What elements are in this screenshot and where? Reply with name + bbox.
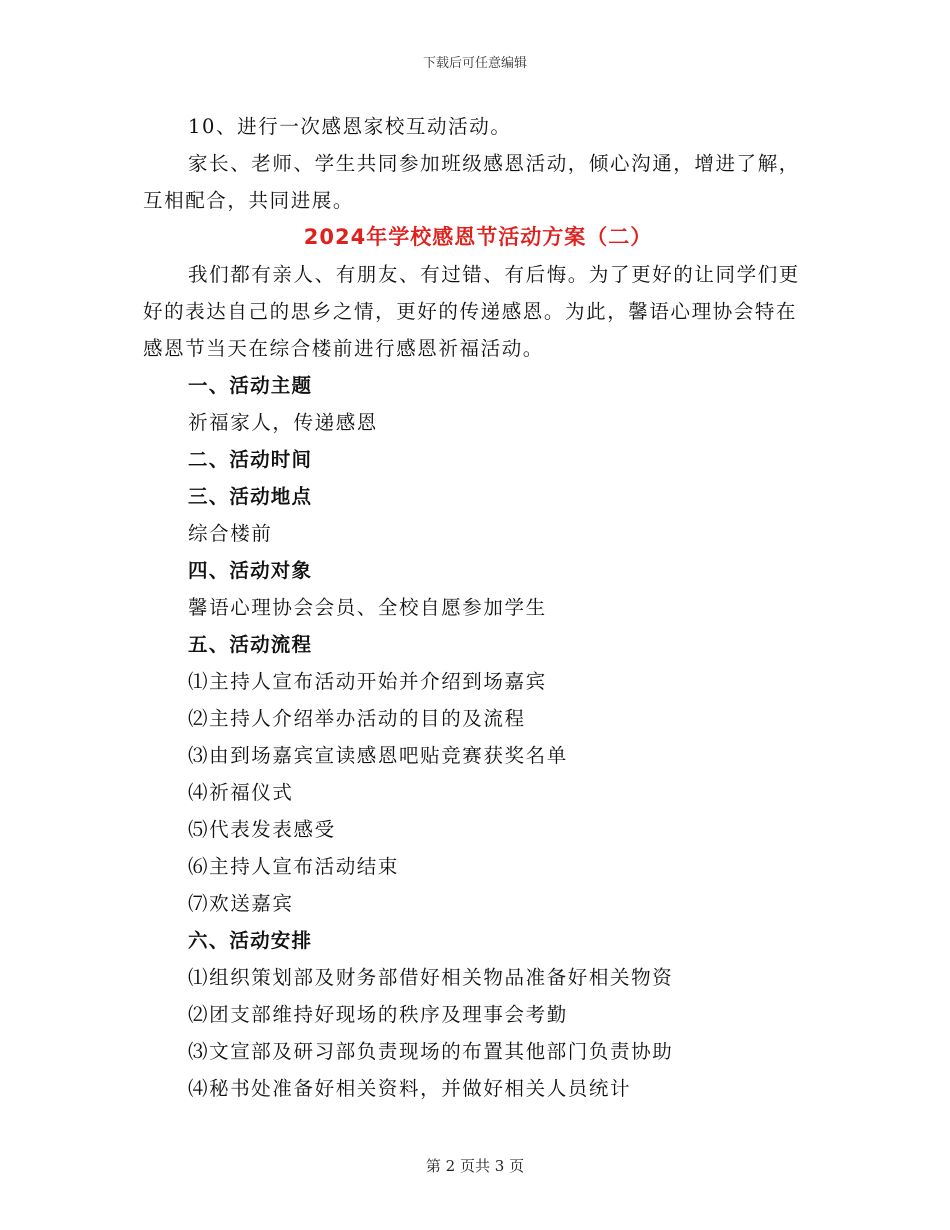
process-item: ⑹主持人宣布活动结束 — [188, 855, 400, 878]
process-item: ⑶由到场嘉宾宣读感恩吧贴竞赛获奖名单 — [188, 744, 568, 767]
process-item: ⑴主持人宣布活动开始并介绍到场嘉宾 — [188, 670, 547, 693]
arrangement-item: ⑵团支部维持好现场的秩序及理事会考勤 — [188, 1003, 568, 1026]
intro-paragraph: 我们都有亲人、有朋友、有过错、有后悔。为了更好的让同学们更好的表达自己的思乡之情，更好的传递感恩。为此，馨语心理协会特在感恩节当天在综合楼前进行感恩祈福活动。 — [143, 263, 800, 360]
page-header: 下载后可任意编辑 — [422, 56, 527, 71]
place-heading: 三、活动地点 — [188, 485, 313, 508]
process-heading: 五、活动流程 — [188, 633, 313, 656]
document-body — [143, 108, 813, 1107]
process-item: ⑺欢送嘉宾 — [188, 892, 294, 915]
page-footer: 第 2 页共 3 页 — [425, 1157, 525, 1175]
arrangement-item: ⑶文宣部及研习部负责现场的布置其他部门负责协助 — [188, 1040, 674, 1063]
process-item: ⑵主持人介绍举办活动的目的及流程 — [188, 707, 526, 730]
process-item: ⑸代表发表感受 — [188, 818, 336, 841]
theme-heading: 一、活动主题 — [188, 374, 313, 397]
arrangement-heading: 六、活动安排 — [188, 929, 313, 952]
section-10-body: 家长、老师、学生共同参加班级感恩活动，倾心沟通，增进了解，互相配合，共同进展。 — [143, 152, 800, 212]
time-heading: 二、活动时间 — [188, 448, 313, 471]
process-item: ⑷祈福仪式 — [188, 781, 294, 804]
target-heading: 四、活动对象 — [188, 559, 313, 582]
document-title: 2024年学校感恩节活动方案（二） — [303, 225, 653, 249]
section-10-heading: 10、进行一次感恩家校互动活动。 — [188, 115, 512, 138]
arrangement-item: ⑷秘书处准备好相关资料，并做好相关人员统计 — [188, 1077, 632, 1100]
place-body: 综合楼前 — [188, 522, 273, 545]
theme-body: 祈福家人，传递感恩 — [188, 411, 378, 434]
target-body: 馨语心理协会会员、全校自愿参加学生 — [188, 596, 547, 619]
arrangement-item: ⑴组织策划部及财务部借好相关物品准备好相关物资 — [188, 966, 674, 989]
